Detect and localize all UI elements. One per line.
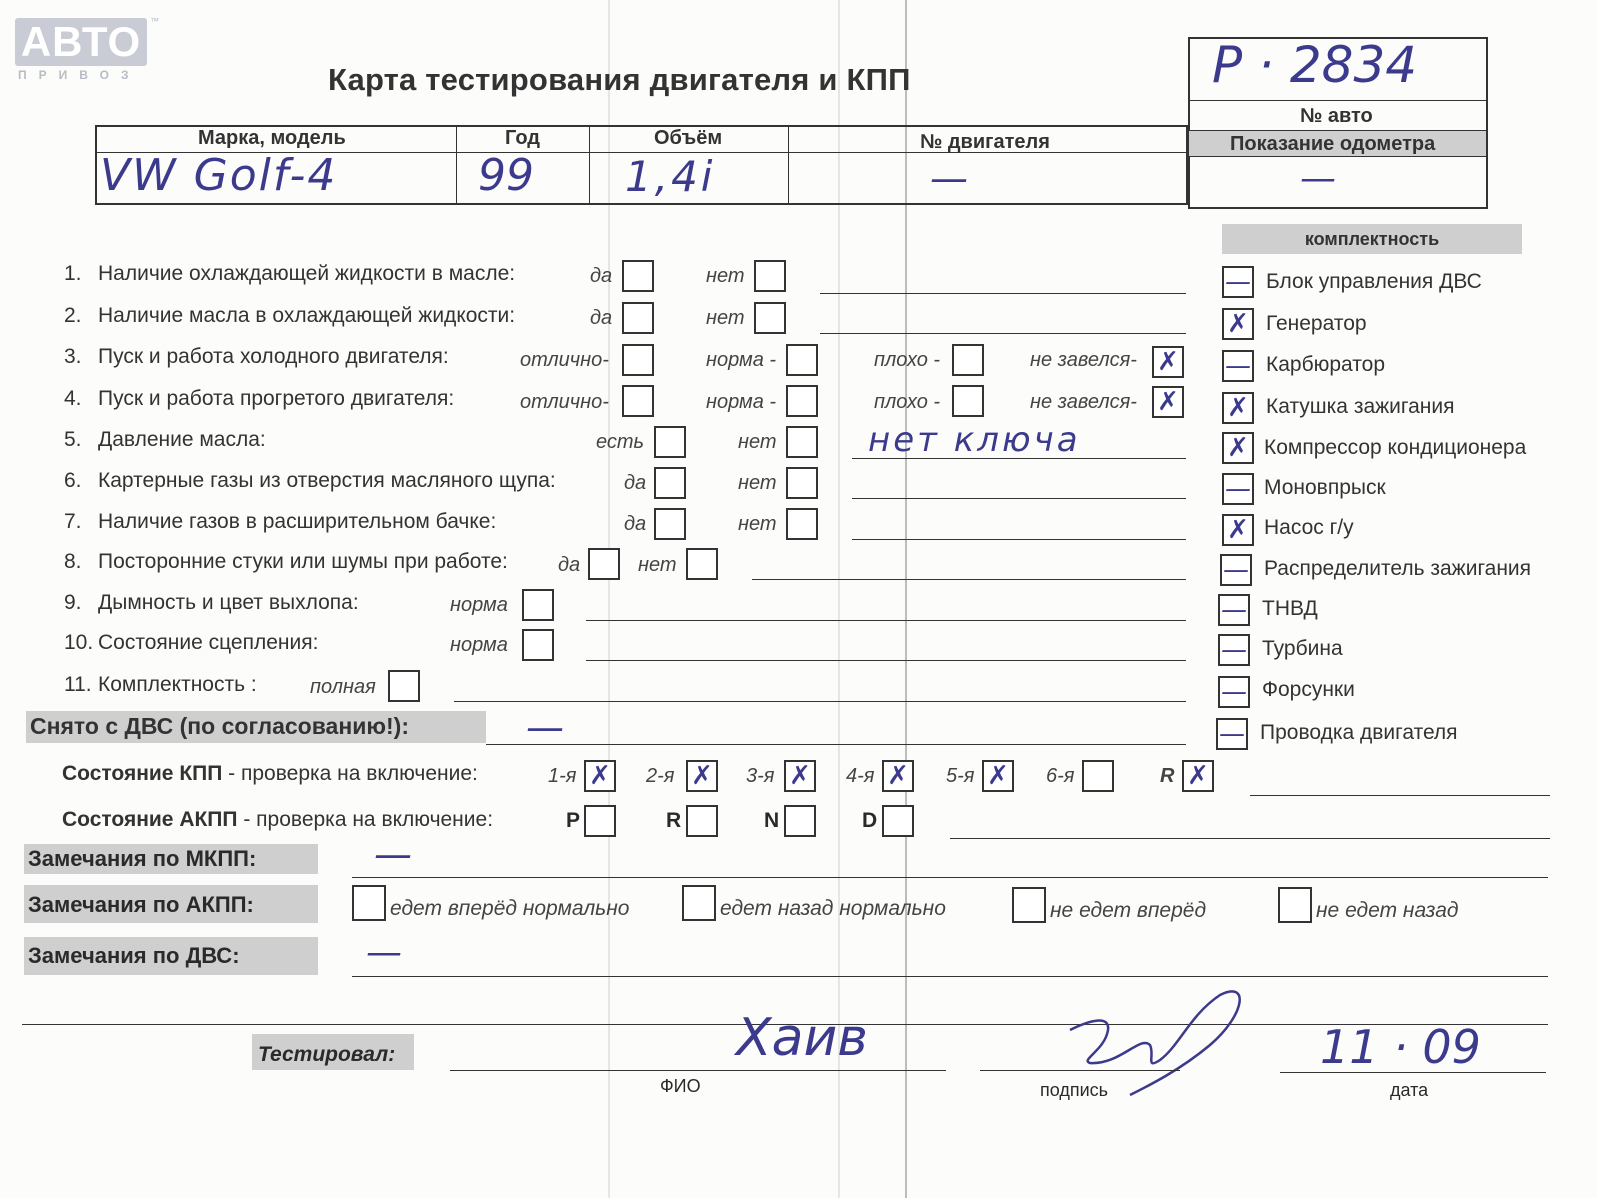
- option-label: да: [624, 513, 647, 535]
- completeness-turbine: Турбина: [1262, 637, 1343, 660]
- option-label: нет: [638, 554, 677, 576]
- item-oil-pressure: Давление масла:: [98, 428, 266, 451]
- note-line[interactable]: [852, 539, 1186, 540]
- checkbox-akpp-r[interactable]: [686, 805, 718, 837]
- checkbox-cold-start-normal[interactable]: [786, 344, 818, 376]
- checkbox-expansion-tank-yes[interactable]: [654, 508, 686, 540]
- gear-label: R: [1160, 765, 1175, 787]
- completeness-ac-compressor: Компрессор кондиционера: [1264, 436, 1527, 459]
- option-label: есть: [596, 431, 645, 453]
- signature-line[interactable]: [980, 1070, 1180, 1071]
- kpp-label-rest: - проверка на включение:: [222, 762, 478, 785]
- model-value: VW Golf-4: [100, 150, 338, 201]
- item-number: 9.: [64, 591, 82, 614]
- remarks-mkpp-value: —: [374, 832, 412, 876]
- option-label: плохо -: [874, 391, 941, 413]
- checkbox-warm-start-bad[interactable]: [952, 385, 984, 417]
- model-label: Марка, модель: [198, 127, 346, 149]
- note-line[interactable]: [752, 579, 1186, 580]
- remarks-akpp-label: Замечания по АКПП:: [28, 892, 254, 917]
- divider: [1188, 100, 1488, 101]
- checkmark: ✗: [887, 761, 909, 791]
- option-label: нет: [738, 472, 777, 494]
- item-knocks-noise: Посторонние стуки или шумы при работе:: [98, 550, 508, 573]
- checkmark: ✗: [987, 761, 1009, 791]
- item-number: 10.: [64, 631, 94, 654]
- engine-number-value: —: [930, 156, 968, 200]
- completeness-ignition-coil: Катушка зажигания: [1266, 395, 1455, 418]
- remarks-dvs-value: —: [366, 932, 402, 973]
- dash-mark: —: [1221, 677, 1247, 707]
- note-line[interactable]: [352, 877, 1548, 878]
- option-label: норма: [450, 634, 508, 656]
- checkmark: ✗: [789, 761, 811, 791]
- volume-label: Объём: [654, 127, 723, 149]
- oil-pressure-note: нет ключа: [868, 420, 1081, 460]
- option-label: отлично-: [520, 391, 609, 413]
- gear-label: 5-я: [946, 765, 975, 787]
- option-label: нет: [738, 513, 777, 535]
- item-number: 2.: [64, 304, 82, 327]
- dash-mark: —: [1225, 351, 1251, 381]
- item-expansion-tank-gases: Наличие газов в расширительном бачке:: [98, 510, 497, 533]
- option-label: норма -: [706, 349, 777, 371]
- logo: АВТО: [15, 18, 147, 66]
- divider: [1188, 130, 1488, 131]
- checkmark: ✗: [1227, 433, 1249, 463]
- checkbox-warm-start-normal[interactable]: [786, 385, 818, 417]
- car-number-label: № авто: [1300, 105, 1373, 127]
- checkbox-coolant-in-oil-no[interactable]: [754, 260, 786, 292]
- checkbox-oil-pressure-yes[interactable]: [654, 426, 686, 458]
- checkbox-cold-start-excellent[interactable]: [622, 344, 654, 376]
- option-label: да: [590, 265, 613, 287]
- option-label: да: [624, 472, 647, 494]
- akpp-label-bold: Состояние АКПП: [62, 808, 238, 831]
- option-label: не завелся-: [1030, 391, 1137, 413]
- checkbox-clutch-normal[interactable]: [522, 629, 554, 661]
- fio-label: ФИО: [660, 1076, 701, 1096]
- option-label: нет: [706, 307, 745, 329]
- checkbox-akpp-no-forward[interactable]: [1012, 887, 1046, 923]
- item-number: 6.: [64, 469, 82, 492]
- item-number: 1.: [64, 262, 82, 285]
- checkbox-gear-6[interactable]: [1082, 760, 1114, 792]
- gear-label: 1-я: [548, 765, 577, 787]
- gear-label: 3-я: [746, 765, 775, 787]
- completeness-ecu: Блок управления ДВС: [1266, 270, 1482, 293]
- kpp-label: [62, 762, 478, 786]
- checkbox-oil-in-coolant-yes[interactable]: [622, 302, 654, 334]
- checkbox-completeness-full[interactable]: [388, 670, 420, 702]
- akpp-label-rest: - проверка на включение:: [237, 808, 494, 831]
- year-value: 99: [478, 150, 534, 201]
- note-line[interactable]: [820, 333, 1186, 334]
- option-label: отлично-: [520, 349, 609, 371]
- completeness-injection-pump: ТНВД: [1262, 597, 1318, 620]
- signature-label: подпись: [1040, 1080, 1109, 1100]
- akpp-mode-label: R: [666, 809, 682, 832]
- checkbox-akpp-no-reverse[interactable]: [1278, 887, 1312, 923]
- completeness-generator: Генератор: [1266, 312, 1367, 335]
- completeness-carburetor: Карбюратор: [1266, 353, 1386, 376]
- volume-value: 1,4i: [625, 152, 716, 201]
- logo-subtitle: ПРИВОЗ: [18, 68, 141, 82]
- odometer-label: Показание одометра: [1230, 133, 1436, 155]
- completeness-engine-wiring: Проводка двигателя: [1260, 721, 1458, 744]
- akpp-mode-label: P: [566, 809, 581, 832]
- item-number: 3.: [64, 345, 82, 368]
- dash-mark: —: [1221, 635, 1247, 665]
- note-line[interactable]: [852, 458, 1186, 459]
- note-line[interactable]: [454, 701, 1186, 702]
- checkbox-warm-start-excellent[interactable]: [622, 385, 654, 417]
- checkmark: ✗: [1227, 309, 1249, 339]
- note-line[interactable]: [820, 293, 1186, 294]
- item-number: 4.: [64, 387, 82, 410]
- note-line[interactable]: [352, 976, 1548, 977]
- option-label: нет: [706, 265, 745, 287]
- engine-number-label: № двигателя: [920, 131, 1050, 153]
- gear-label: 4-я: [846, 765, 875, 787]
- completeness-power-steering-pump: Насос г/у: [1264, 516, 1354, 539]
- remarks-dvs-label: Замечания по ДВС:: [28, 943, 240, 968]
- option-label: нет: [738, 431, 777, 453]
- note-line[interactable]: [586, 660, 1186, 661]
- akpp-option: едет назад нормально: [720, 897, 946, 920]
- dash-mark: —: [1225, 267, 1251, 297]
- akpp-option: едет вперёд нормально: [390, 897, 630, 920]
- item-clutch-state: Состояние сцепления:: [98, 631, 319, 654]
- checkbox-akpp-n[interactable]: [784, 805, 816, 837]
- tester-name: Хаив: [736, 1008, 868, 1068]
- page-title: Карта тестирования двигателя и КПП: [328, 62, 911, 97]
- item-warm-start: Пуск и работа прогретого двигателя:: [98, 387, 455, 410]
- trademark: ™: [150, 16, 159, 26]
- note-line[interactable]: [1250, 795, 1550, 796]
- completeness-injectors: Форсунки: [1262, 678, 1355, 701]
- option-label: норма -: [706, 391, 777, 413]
- dash-mark: —: [1223, 555, 1249, 585]
- checkbox-akpp-p[interactable]: [584, 805, 616, 837]
- option-label: полная: [310, 676, 376, 698]
- checkbox-crankcase-gases-yes[interactable]: [654, 467, 686, 499]
- checkmark: ✗: [1187, 761, 1209, 791]
- checkbox-oil-in-coolant-no[interactable]: [754, 302, 786, 334]
- date-line[interactable]: [1280, 1072, 1546, 1073]
- divider: [589, 125, 590, 205]
- checkmark: ✗: [589, 761, 611, 791]
- kpp-label-bold: Состояние КПП: [62, 762, 223, 785]
- akpp-label: [62, 808, 493, 832]
- akpp-mode-label: D: [862, 809, 878, 832]
- divider: [456, 125, 457, 205]
- item-number: 11.: [64, 673, 92, 696]
- option-label: да: [590, 307, 613, 329]
- checkbox-knocks-yes[interactable]: [588, 548, 620, 580]
- checkmark: ✗: [1157, 347, 1179, 377]
- tested-label: Тестировал:: [258, 1043, 396, 1066]
- akpp-option: не едет вперёд: [1050, 899, 1207, 922]
- remarks-mkpp-label: Замечания по МКПП:: [28, 846, 257, 871]
- akpp-option: не едет назад: [1316, 899, 1459, 922]
- checkbox-coolant-in-oil-yes[interactable]: [622, 260, 654, 292]
- checkbox-knocks-no[interactable]: [686, 548, 718, 580]
- removed-label: Снято с ДВС (по согласованию!):: [30, 713, 409, 739]
- removed-value: —: [526, 705, 564, 749]
- option-label: плохо -: [874, 349, 941, 371]
- completeness-distributor: Распределитель зажигания: [1264, 557, 1532, 580]
- akpp-mode-label: N: [764, 809, 780, 832]
- checkbox-oil-pressure-no[interactable]: [786, 426, 818, 458]
- item-number: 5.: [64, 428, 82, 451]
- option-label: норма: [450, 594, 508, 616]
- item-cold-start: Пуск и работа холодного двигателя:: [98, 345, 449, 368]
- item-coolant-in-oil: Наличие охлаждающей жидкости в масле:: [98, 262, 516, 285]
- divider: [1188, 156, 1488, 157]
- option-label: не завелся-: [1030, 349, 1137, 371]
- checkbox-akpp-reverse-ok[interactable]: [682, 885, 716, 921]
- checkbox-akpp-d[interactable]: [882, 805, 914, 837]
- note-line[interactable]: [950, 838, 1550, 839]
- note-line[interactable]: [486, 744, 1186, 745]
- checkmark: ✗: [1227, 515, 1249, 545]
- gear-label: 6-я: [1046, 765, 1075, 787]
- checkbox-akpp-forward-ok[interactable]: [352, 885, 386, 921]
- checkmark: ✗: [1157, 387, 1179, 417]
- item-crankcase-gases: Картерные газы из отверстия масляного щупа:: [98, 469, 556, 492]
- completeness-mono-injection: Моновпрыск: [1264, 476, 1386, 499]
- checkbox-crankcase-gases-no[interactable]: [786, 467, 818, 499]
- completeness-title: комплектность: [1304, 229, 1440, 249]
- checkbox-expansion-tank-no[interactable]: [786, 508, 818, 540]
- car-number-value: Р · 2834: [1212, 36, 1418, 94]
- option-label: да: [558, 554, 581, 576]
- fio-line[interactable]: [450, 1070, 946, 1071]
- checkmark: ✗: [1227, 393, 1249, 423]
- item-oil-in-coolant: Наличие масла в охлаждающей жидкости:: [98, 304, 516, 327]
- dash-mark: —: [1225, 474, 1251, 504]
- gear-label: 2-я: [646, 765, 675, 787]
- date-label: дата: [1390, 1080, 1429, 1100]
- odometer-value: —: [1300, 158, 1336, 199]
- note-line[interactable]: [852, 498, 1186, 499]
- test-date: 11 · 09: [1320, 1020, 1481, 1074]
- dash-mark: —: [1219, 719, 1245, 749]
- item-number: 8.: [64, 550, 82, 573]
- year-label: Год: [505, 127, 540, 149]
- checkbox-exhaust-normal[interactable]: [522, 589, 554, 621]
- item-number: 7.: [64, 510, 82, 533]
- item-exhaust-smoke: Дымность и цвет выхлопа:: [98, 591, 359, 614]
- item-completeness: Комплектность :: [98, 673, 257, 696]
- divider: [788, 125, 789, 205]
- note-line[interactable]: [586, 620, 1186, 621]
- dash-mark: —: [1221, 595, 1247, 625]
- checkbox-cold-start-bad[interactable]: [952, 344, 984, 376]
- checkmark: ✗: [691, 761, 713, 791]
